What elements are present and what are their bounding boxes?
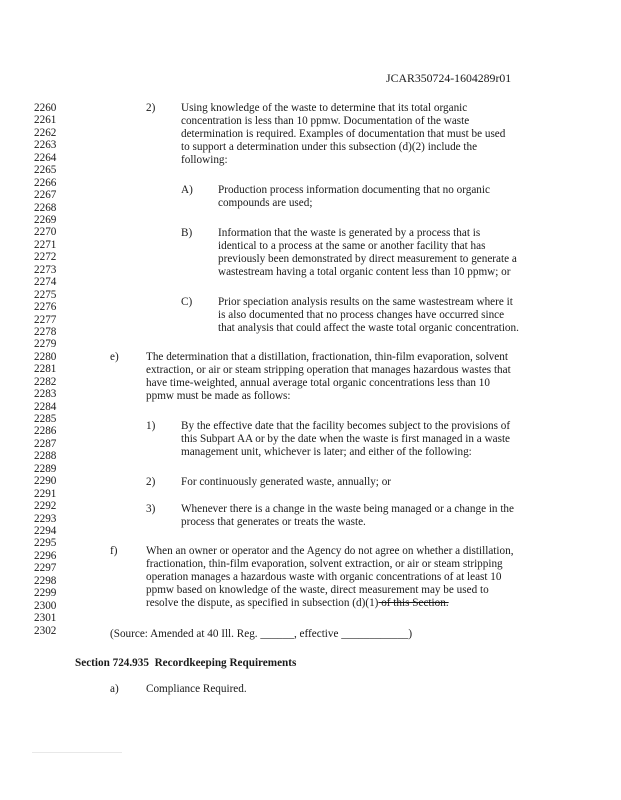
item-label: B) [181, 227, 193, 239]
section-title: Recordkeeping Requirements [154, 657, 297, 669]
line-number: 2267 [34, 189, 57, 202]
line-number: 2289 [34, 462, 57, 475]
paragraph-line: that analysis that could affect the waste total organic concentration. [218, 322, 519, 334]
paragraph-line: wastestream having a total organic content less than 10 ppmw; or [218, 266, 511, 278]
line-number: 2268 [34, 201, 57, 214]
line-number: 2281 [34, 363, 57, 376]
line-number: 2283 [34, 388, 57, 401]
line-number: 2293 [34, 512, 57, 525]
paragraph-line: process that generates or treats the waste. [181, 516, 366, 528]
paragraph-line: ppmw based on knowledge of the waste, direct measurement may be used to [146, 584, 489, 596]
paragraph-line [146, 597, 449, 609]
paragraph-line: The determination that a distillation, fractionation, thin-film evaporation, solvent [146, 351, 508, 363]
paragraph-line: Using knowledge of the waste to determine that its total organic [181, 102, 468, 114]
item-label: 2) [146, 102, 156, 114]
paragraph-line: operation manages a hazardous waste with organic concentrations of at least 10 [146, 571, 502, 583]
line-number: 2262 [34, 126, 57, 139]
line-number: 2298 [34, 574, 57, 587]
line-number: 2266 [34, 176, 57, 189]
line-number: 2287 [34, 437, 57, 450]
paragraph-line: compounds are used; [218, 197, 313, 209]
line-number: 2276 [34, 301, 57, 313]
paragraph-line: fractionation, thin-film evaporation, solvent extraction, or air or steam stripping [146, 558, 503, 570]
line-number: 2275 [34, 288, 57, 301]
line-number: 2265 [34, 164, 57, 177]
paragraph-line: concentration is less than 10 ppmw. Documentation of the waste [181, 115, 470, 127]
item-label: a) [110, 683, 119, 695]
paragraph-line: Information that the waste is generated by a process that is [218, 227, 481, 239]
line-number: 2282 [34, 375, 57, 388]
line-number: 2286 [34, 425, 57, 438]
line-number: 2277 [34, 313, 57, 326]
line-number: 2269 [34, 214, 57, 226]
line-number: 2302 [34, 624, 57, 637]
line-number: 2296 [34, 549, 57, 562]
line-number: 2292 [34, 500, 57, 513]
document-id: JCAR350724-1604289r01 [386, 71, 512, 85]
line-number: 2274 [34, 276, 57, 289]
paragraph-line: Production process information documenting that no organic [218, 184, 490, 196]
line-number: 2273 [34, 263, 57, 276]
line-number: 2261 [34, 114, 57, 127]
line-number: 2264 [34, 151, 57, 164]
paragraph-line: identical to a process at the same or another facility that has [218, 240, 486, 252]
paragraph-line: to support a determination under this subsection (d)(2) include the [181, 141, 478, 153]
line-number: 2271 [34, 238, 57, 251]
item-label: A) [181, 184, 193, 196]
line-number: 2297 [34, 562, 57, 575]
line-number: 2294 [34, 525, 57, 537]
struck-text: of this Section. [378, 597, 449, 609]
line-number: 2290 [34, 475, 57, 488]
paragraph-line: extraction, or air or steam stripping operation that manages hazardous wastes that [146, 364, 511, 376]
paragraph-line: Whenever there is a change in the waste being managed or a change in the [181, 503, 514, 515]
paragraph-line: Compliance Required. [146, 683, 247, 695]
paragraph-line: By the effective date that the facility becomes subject to the provisions of [181, 420, 511, 432]
source-note: (Source: Amended at 40 Ill. Reg. ______, effective ____________) [110, 628, 413, 640]
line-number: 2279 [34, 338, 57, 351]
item-label: e) [110, 351, 119, 363]
item-label: C) [181, 296, 193, 308]
line-number: 2280 [34, 350, 57, 363]
line-number: 2301 [34, 612, 57, 624]
section-number: Section 724.935 [75, 657, 149, 669]
line-number: 2299 [34, 587, 57, 600]
item-label: 1) [146, 420, 156, 432]
section-heading [75, 657, 296, 669]
page-divider [32, 752, 122, 753]
line-number: 2263 [34, 139, 57, 152]
line-number: 2260 [34, 102, 57, 114]
item-label: 3) [146, 503, 156, 515]
paragraph-line: determination is required. Examples of documentation that must be used [181, 128, 506, 140]
paragraph-line: is also documented that no process changes have occurred since [218, 309, 505, 321]
line-number: 2270 [34, 226, 57, 239]
blank-field: ______ [260, 628, 294, 640]
paragraph-line: management unit, whichever is later; and either of the following: [181, 446, 472, 458]
line-number: 2291 [34, 487, 57, 500]
line-number: 2272 [34, 251, 57, 264]
paragraph-line: Prior speciation analysis results on the same wastestream where it [218, 296, 513, 308]
line-number: 2278 [34, 325, 57, 338]
item-label: 2) [146, 476, 156, 488]
paragraph-line: have time-weighted, annual average total organic concentrations less than 10 [146, 377, 490, 389]
paragraph-line: When an owner or operator and the Agency do not agree on whether a distillation, [146, 545, 514, 557]
paragraph-line: previously been demonstrated by direct measurement to generate a [218, 253, 517, 265]
paragraph-line: following: [181, 154, 228, 166]
paragraph-line: For continuously generated waste, annually; or [181, 476, 392, 488]
item-label: f) [110, 545, 118, 557]
line-number: 2284 [34, 400, 57, 413]
paragraph-line: this Subpart AA or by the date when the waste is first managed in a waste [181, 433, 511, 445]
line-number: 2295 [34, 537, 57, 550]
line-number: 2288 [34, 450, 57, 463]
line-number: 2285 [34, 413, 57, 425]
paragraph-line: ppmw must be made as follows: [146, 390, 291, 402]
blank-field: ____________ [341, 628, 409, 640]
retained-text: resolve the dispute, as specified in subsection (d)(1) [146, 597, 379, 609]
line-number: 2300 [34, 599, 57, 612]
